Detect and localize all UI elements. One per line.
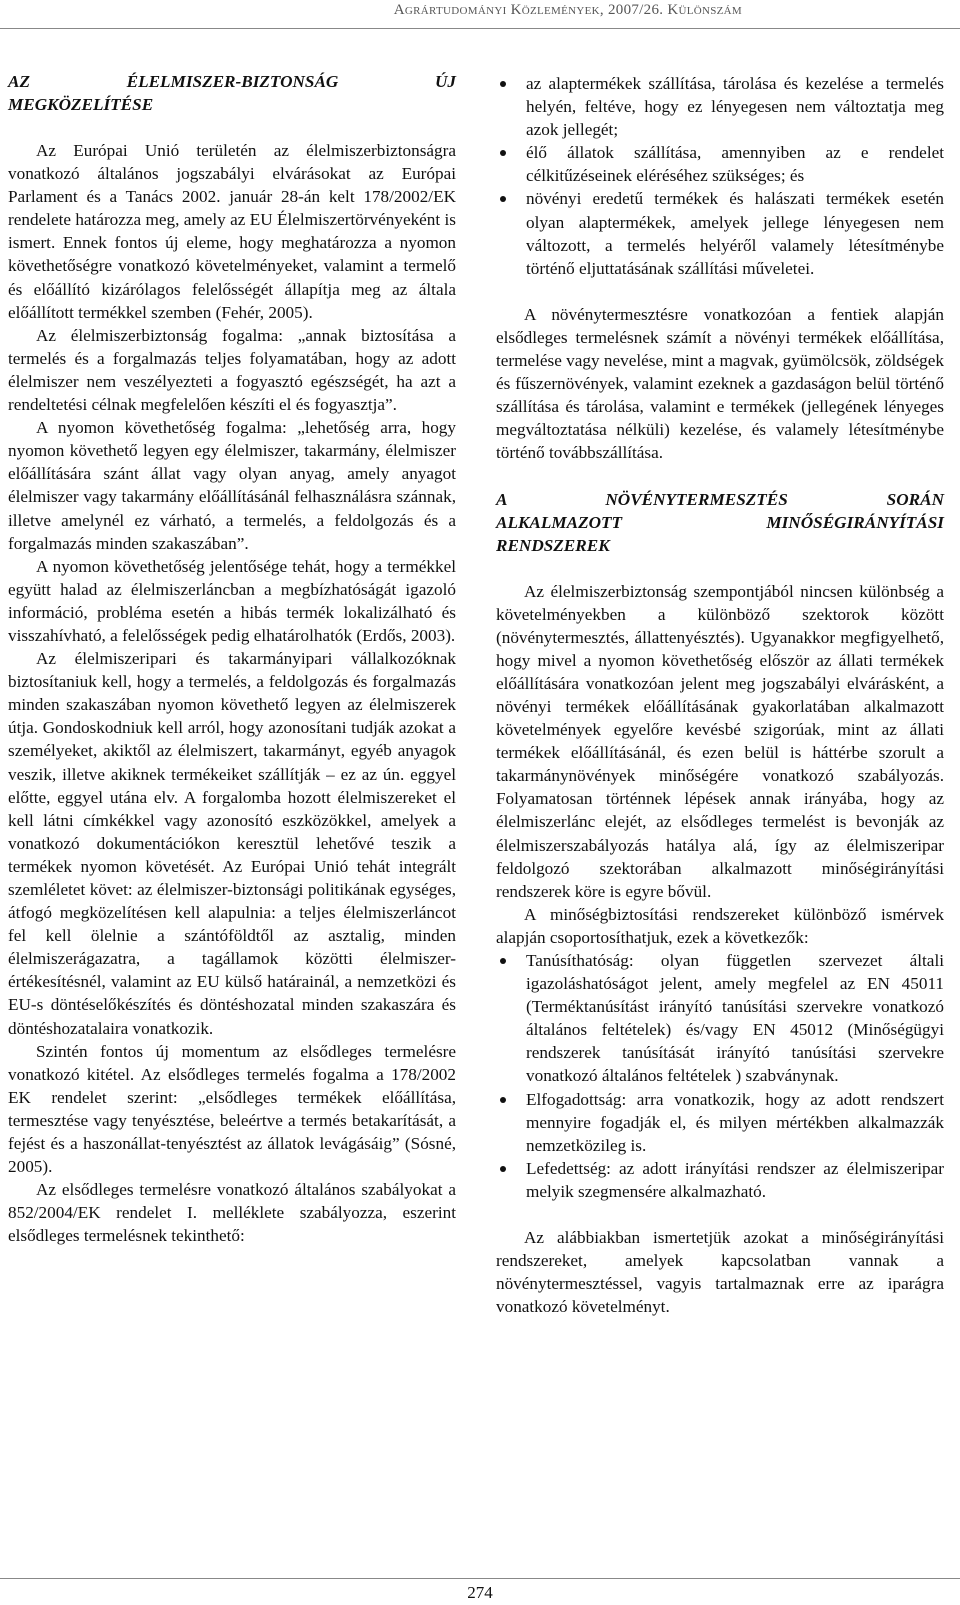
section-title-line: A NÖVÉNYTERMESZTÉS SORÁN (496, 489, 944, 509)
section-title-food-safety (8, 70, 456, 116)
paragraph: Az Európai Unió területén az élelmiszerbiztonságra vonatkozó általános jogszabályi elvárásokat az Európai Parlament és a Tanács 2002. január 28-án kelt 178/2002/EK rendelete határozza meg, amely az EU Élelmiszertörvényeként is ismert. Ennek fontos új eleme, hogy meghatározza a nyomon követhetőségre vonatkozó követelményeket, valamint a termelő és előállító kizárólagos felelősségét állapítja meg az általa előállított termékkel szemben (Fehér, 2005). (8, 141, 456, 322)
section-title-quality-systems (496, 488, 944, 557)
paragraph: A nyomon követhetőség jelentősége tehát, hogy a termékkel együtt halad az élelmiszerláncban a megbízhatóságát igazoló információ, probléma esetén a hibás termék lokalizálható és visszahívható, a felelősségek pedig elhatárolhatók (Erdős, 2003). (8, 556, 456, 645)
list-item: élő állatok szállítása, amennyiben az e rendelet célkitűzéseinek eléréséhez szükséges; és (496, 141, 944, 187)
paragraph: Az élelmiszeripari és takarmányipari vállalkozóknak biztosítaniuk kell, hogy a termelés, a feldolgozás és forgalmazás minden szakaszában nyomon követhető legyen az élelmiszerek útja. Gondoskodniuk kell arról, hogy azonosítani tudják azokat a személyeket, akiktől az élelmiszert, takarmányt, egyéb anyagok veszik, illetve akiknek termékeiket szállítják – ez az ún. eggyel előtte, eggyel utána elv. A forgalomba hozott élelmiszereket el kell látni címkékkel vagy azonosító eszközökkel, amelyek a vonatkozó dokumentációkon keresztül lehetővé teszik a termékek nyomon követését. Az Európai Unió tehát integrált szemléletet követ: az élelmiszer-biztonsági politikának egységes, átfogó megközelítésen kell alapulnia: a teljes élelmiszerláncot fel kell ölelnie a szántóföldtől az asztalig, minden élelmiszerágazatra, a tagállamok közötti élelmiszer-értékesítésnél, valamint az EU külső határainál, a nemzetközi és EU-s döntéselőkészítés és döntéshozatal minden szakaszára és döntéshozatalaira vonatkozik. (8, 649, 456, 1038)
list-item: Lefedettség: az adott irányítási rendszer az élelmiszeripar melyik szegmensére alkalmazható. (496, 1157, 944, 1203)
paragraph: Az élelmiszerbiztonság szempontjából nincsen különbség a követelményekben a különböző szektorok között (növénytermesztés, állattenyésztés). Ugyanakkor megfigyelhető, hogy mivel a nyomon követhetőség először az állati termékek előállítására vonatkozóan jelent meg jogszabályi elvárásként, a növényi termékek előállításának gyakorlatában alkalmazott követelmények egyelőre kevésbé szigorúak, mint az állati termékek előállításánál, és ezen belül is háttérbe szorult a takarmánynövények minőségére vonatkozó szabályozás. Folyamatosan történnek lépések annak irányába, hogy az élelmiszerlánc elejét, az elsődleges termelést is bevonják az élelmiszerszabályozás hatálya alá, így az élelmiszeripar feldolgozó szektorában alkalmazott minőségirányítási rendszerek köre is egyre bővül. (496, 581, 944, 901)
footer-rule (0, 1578, 960, 1579)
running-head: Agrártudományi Közlemények, 2007/26. Különszám (393, 2, 742, 18)
paragraph: Az alábbiakban ismertetjük azokat a minőségirányítási rendszereket, amelyek kapcsolatban vannak a növénytermesztéssel, vagyis tartalmaznak erre az iparágra vonatkozó követelményt. (496, 1228, 944, 1317)
list-item: Elfogadottság: arra vonatkozik, hogy az adott rendszert mennyire fogadják el, és milyen mértékben alkalmazzák nemzetközileg is. (496, 1088, 944, 1157)
bullet-list-criteria (496, 949, 944, 1203)
list-item: növényi eredetű termékek és halászati termékek esetén olyan alaptermékek, amelyek jellege lényegesen nem változott, a termelés helyéről valamely létesítménybe történő eljuttatásának szállítási műveletei. (496, 187, 944, 279)
section-title-line: AZ ÉLELMISZER-BIZTONSÁG ÚJ (8, 72, 456, 91)
page-number: 274 (467, 1583, 493, 1602)
right-column (496, 72, 944, 1318)
header-rule (0, 28, 960, 29)
list-item: az alaptermékek szállítása, tárolása és kezelése a termelés helyén, feltéve, hogy ez lényegesen nem változtatja meg azok jellegét; (496, 72, 944, 141)
section-title-line: ALKALMAZOTT MINŐSÉGIRÁNYÍTÁSI (496, 512, 944, 532)
paragraph: A minőségbiztosítási rendszereket különböző ismérvek alapján csoportosíthatjuk, ezek a következők: (496, 904, 944, 947)
paragraph: Szintén fontos új momentum az elsődleges termelésre vonatkozó kitétel. Az elsődleges termelés fogalma a 178/2002 EK rendelet szerint: „elsődleges termékek előállítása, termesztése vagy tenyésztése, beleértve a termés betakarítását, a fejést és a haszonállat-tenyésztést az állatok levágásáig” (Sósné, 2005). (8, 1041, 456, 1177)
list-item: Tanúsíthatóság: olyan független szervezet általi igazoláshatóságot jelent, amely megfelel az EN 45011 (Terméktanúsítást irányító tanúsítási szervekre vonatkozó általános feltételek) és/vagy EN 45012 (Minőségügyi rendszerek tanúsítását irányító tanúsítási szervekre vonatkozó általános feltételek ) szabványnak. (496, 949, 944, 1088)
section-title-line: MEGKÖZELÍTÉSE (8, 95, 154, 114)
bullet-list-primary-production (496, 72, 944, 280)
section-title-line: RENDSZEREK (496, 535, 610, 555)
paragraph: Az élelmiszerbiztonság fogalma: „annak biztosítása a termelés és a forgalmazás teljes folyamatában, hogy az adott élelmiszer nem veszélyezteti a fogyasztó egészségét, ha azt a rendeltetési célnak megfelelően készíti el és fogyasztja”. (8, 325, 456, 415)
paragraph: A növénytermesztésre vonatkozóan a fentiek alapján elsődleges termelésnek számít a növényi termékek előállítása, termelése vagy nevelése, mint a magvak, gyümölcsök, zöldségek és fűszernövények, valamint ezeknek a gazdaságon belül történő szállítása és tárolása, valamint e termékek (jellegének lényeges megváltoztatása nélküli) kezelése, és valamely létesítménybe történő továbbszállítása. (496, 304, 944, 463)
left-column (8, 70, 456, 1248)
paragraph: A nyomon követhetőség fogalma: „lehetőség arra, hogy nyomon követhető legyen egy élelmiszer, takarmány, élelmiszer előállítására szánt állat vagy olyan anyag, amely anyagot élelmiszer vagy takarmány előállításánál felhasználásra szánnak, illetve amelynél ez várható, a termelés, a feldolgozás és a forgalmazás minden szakaszában”. (8, 418, 456, 553)
paragraph: Az elsődleges termelésre vonatkozó általános szabályokat a 852/2004/EK rendelet I. melléklete szabályozza, eszerint elsődleges termelésnek tekinthető: (8, 1180, 456, 1246)
